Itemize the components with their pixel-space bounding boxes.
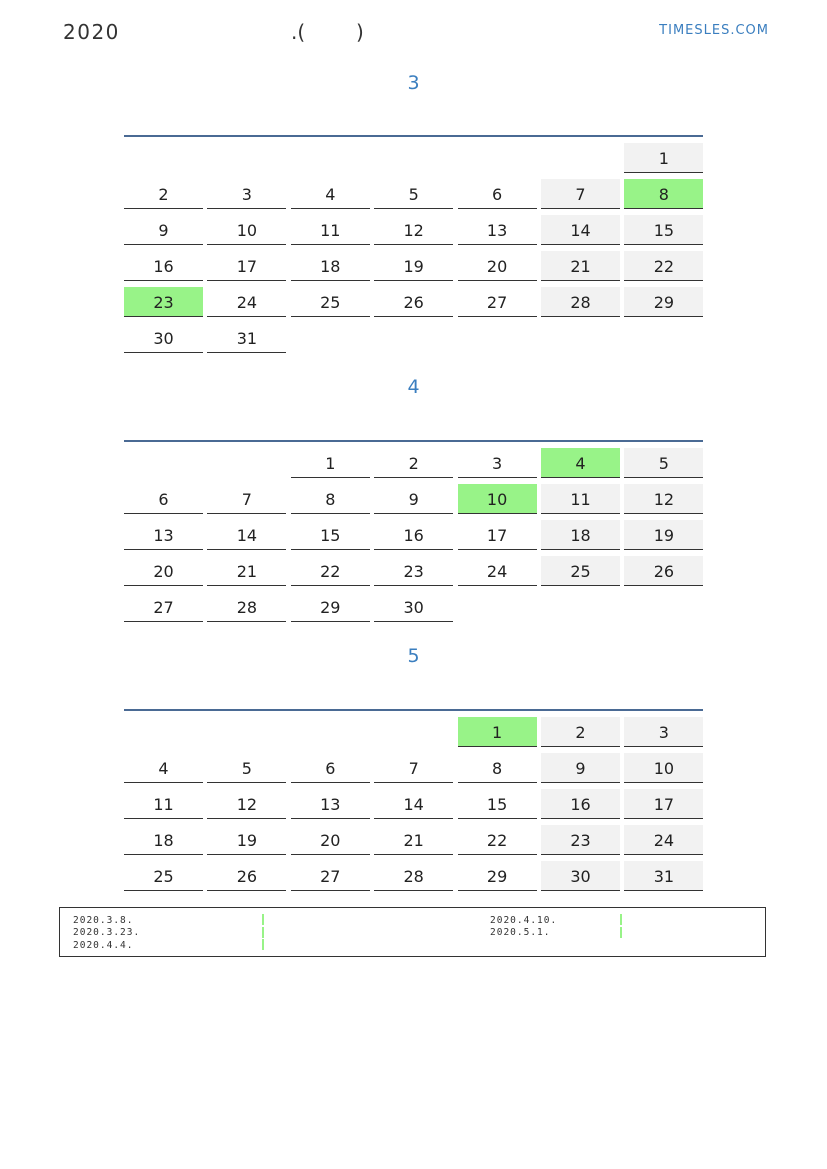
day-cell: 4 [124,753,203,783]
day-cell: 7 [374,753,453,783]
month-may [124,641,703,886]
day-cell: 21 [374,825,453,855]
day-cell: 17 [458,520,537,550]
day-cell: 9 [374,484,453,514]
day-cell: 3 [458,448,537,478]
day-cell: 20 [458,251,537,281]
day-cell: 5 [624,448,703,478]
day-cell: 12 [624,484,703,514]
month-title: 3 [407,72,420,94]
month-rule [124,709,703,711]
page-header [63,20,769,46]
day-cell: 18 [124,825,203,855]
day-cell: 15 [458,789,537,819]
day-cell: 28 [541,287,620,317]
day-cell: 23 [541,825,620,855]
day-cell: 26 [624,556,703,586]
day-cell: 11 [291,215,370,245]
day-cell: 20 [124,556,203,586]
day-cell: 12 [374,215,453,245]
day-cell: 23 [124,287,203,317]
day-cell: 29 [458,861,537,891]
day-cell: 1 [624,143,703,173]
legend-item: 2020.3.23. [73,927,141,938]
day-cell: 13 [124,520,203,550]
day-cell: 16 [541,789,620,819]
day-cell: 30 [124,323,203,353]
day-cell: 27 [291,861,370,891]
day-cell: 19 [624,520,703,550]
day-cell: 17 [207,251,286,281]
day-cell: 15 [624,215,703,245]
day-cell: 25 [541,556,620,586]
day-cell: 25 [124,861,203,891]
day-cell: 6 [458,179,537,209]
day-cell: 30 [374,592,453,622]
day-cell: 31 [624,861,703,891]
day-cell: 16 [374,520,453,550]
day-cell: 18 [291,251,370,281]
day-cell: 26 [207,861,286,891]
day-cell: 23 [374,556,453,586]
day-cell: 6 [124,484,203,514]
day-cell: 8 [624,179,703,209]
day-cell: 6 [291,753,370,783]
legend-marker [620,914,622,925]
day-cell: 21 [541,251,620,281]
day-cell: 11 [124,789,203,819]
day-cell: 22 [624,251,703,281]
month-title: 4 [407,376,420,398]
day-cell: 24 [624,825,703,855]
day-cell: 11 [541,484,620,514]
month-rule [124,440,703,442]
day-cell: 22 [291,556,370,586]
day-cell: 22 [458,825,537,855]
day-cell: 20 [291,825,370,855]
day-cell: 29 [624,287,703,317]
month-title: 5 [407,645,420,667]
day-cell: 17 [624,789,703,819]
day-cell: 10 [207,215,286,245]
day-cell: 1 [458,717,537,747]
legend-item: 2020.4.10. [490,915,558,926]
legend-marker [620,927,622,938]
day-cell: 30 [541,861,620,891]
day-cell: 21 [207,556,286,586]
day-cell: 14 [207,520,286,550]
day-cell: 3 [624,717,703,747]
day-cell: 7 [541,179,620,209]
day-cell: 13 [291,789,370,819]
day-cell: 31 [207,323,286,353]
day-cell: 12 [207,789,286,819]
day-cell: 4 [291,179,370,209]
day-cell: 19 [207,825,286,855]
day-cell: 13 [458,215,537,245]
month-rule [124,135,703,137]
day-cell: 9 [541,753,620,783]
subtitle: .( ) [291,20,364,44]
day-cell: 16 [124,251,203,281]
day-cell: 18 [541,520,620,550]
day-cell: 24 [207,287,286,317]
day-cell: 2 [124,179,203,209]
day-cell: 28 [374,861,453,891]
day-cell: 2 [374,448,453,478]
day-cell: 5 [374,179,453,209]
year-title: 2020 [63,20,120,44]
legend-item: 2020.5.1. [490,927,551,938]
day-cell: 25 [291,287,370,317]
day-cell: 2 [541,717,620,747]
legend-marker [262,927,264,938]
day-cell: 27 [124,592,203,622]
legend-marker [262,914,264,925]
day-cell: 10 [458,484,537,514]
day-cell: 14 [374,789,453,819]
day-cell: 28 [207,592,286,622]
legend-item: 2020.3.8. [73,915,134,926]
day-cell: 1 [291,448,370,478]
month-april [124,372,703,617]
day-cell: 8 [291,484,370,514]
day-cell: 7 [207,484,286,514]
day-cell: 10 [624,753,703,783]
day-cell: 14 [541,215,620,245]
day-cell: 29 [291,592,370,622]
holiday-legend [59,907,766,957]
day-cell: 15 [291,520,370,550]
day-cell: 3 [207,179,286,209]
day-cell: 26 [374,287,453,317]
day-cell: 5 [207,753,286,783]
month-march [124,68,703,348]
day-cell: 24 [458,556,537,586]
legend-marker [262,939,264,950]
day-cell: 9 [124,215,203,245]
day-cell: 19 [374,251,453,281]
day-cell: 8 [458,753,537,783]
day-cell: 27 [458,287,537,317]
site-link[interactable]: TIMESLES.COM [659,23,769,38]
legend-item: 2020.4.4. [73,940,134,951]
day-cell: 4 [541,448,620,478]
